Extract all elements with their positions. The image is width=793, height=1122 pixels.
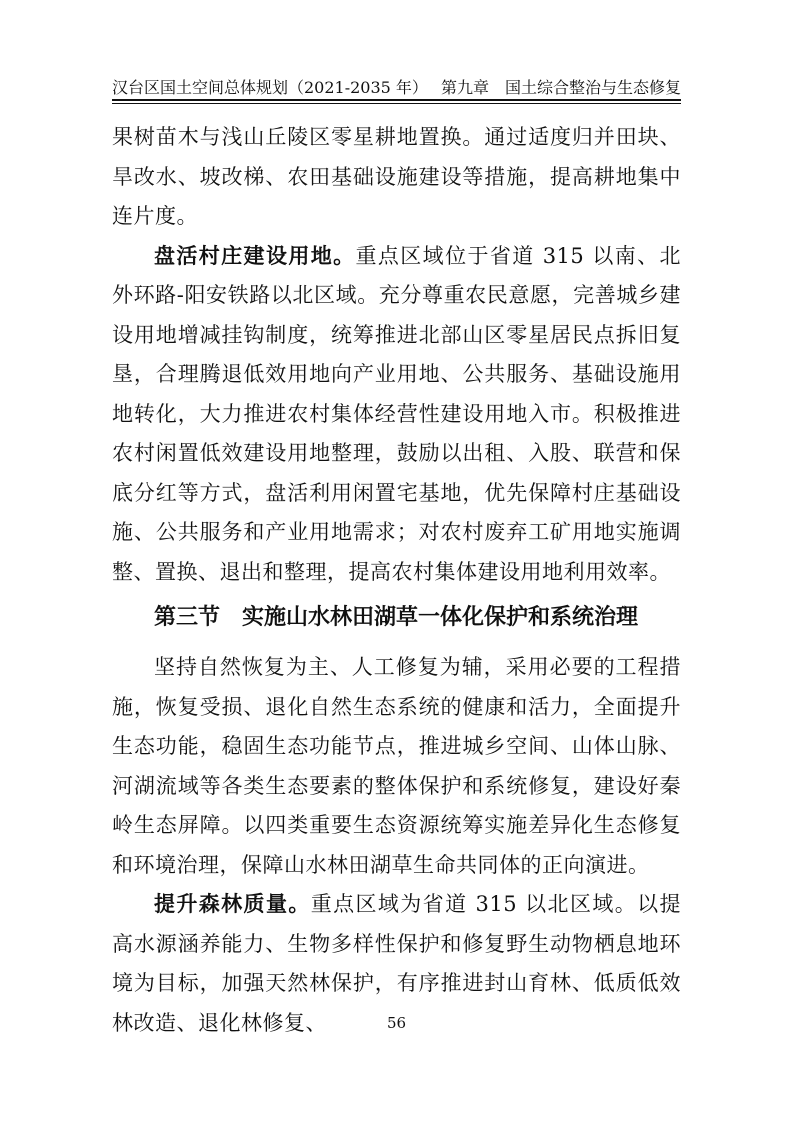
page-header bbox=[112, 68, 681, 98]
page-number: 56 bbox=[386, 1014, 407, 1032]
header-rule-thick bbox=[112, 99, 681, 101]
paragraph-village-land bbox=[112, 237, 681, 593]
section-title: 实施山水林田湖草一体化保护和系统治理 bbox=[242, 605, 639, 630]
section-heading bbox=[112, 598, 681, 638]
paragraph-continued: 果树苗木与浅山丘陵区零星耕地置换。通过适度归并田块、旱改水、坡改梯、农田基础设施建设等措施，提高耕地集中连片度。 bbox=[112, 125, 681, 228]
header-rule-thin bbox=[112, 103, 681, 104]
page-content bbox=[112, 118, 681, 1043]
paragraph-body: 重点区域为省道 315 以北区域。以提高水源涵养能力、生物多样性保护和修复野生动物栖息地环境为目标，加强天然林保护，有序推进封山育林、低质低效林改造、退化林修复、 bbox=[112, 892, 682, 1035]
header-document-title: 汉台区国土空间总体规划（2021-2035 年） bbox=[112, 78, 428, 97]
paragraph-lead: 盘活村庄建设用地。 bbox=[154, 243, 356, 268]
paragraph-body: 重点区域位于省道 315 以南、北外环路-阳安铁路以北区域。充分尊重农民意愿，完善城乡建设用地增减挂钩制度，统筹推进北部山区零星居民点拆旧复垦，合理腾退低效用地向产业用地、公共服务、基础设施用地转化，大力推进农村集体经营性建设用地入市。积极推进农村闲置低效建设用地整理，鼓励以出租、入股、联营和保底分红等方式，盘活利用闲置宅基地，优先保障村庄基础设施、公共服务和产业用地需求；对农村废弃工矿用地实施调整、置换、退出和整理，提高农村集体建设用地利用效率。 bbox=[112, 243, 682, 584]
section-number: 第三节 bbox=[154, 605, 221, 630]
header-chapter-title: 第九章 国土综合整治与生态修复 bbox=[440, 78, 681, 97]
paragraph-section-intro: 坚持自然恢复为主、人工修复为辅，采用必要的工程措施，恢复受损、退化自然生态系统的健康和活力，全面提升生态功能，稳固生态功能节点，推进城乡空间、山体山脉、河湖流域等各类生态要素的整体保护和系统修复，建设好秦岭生态屏障。以四类重要生态资源统筹实施差异化生态修复和环境治理，保障山水林田湖草生命共同体的正向演进。 bbox=[112, 655, 681, 877]
paragraph-lead: 提升森林质量。 bbox=[154, 892, 311, 916]
